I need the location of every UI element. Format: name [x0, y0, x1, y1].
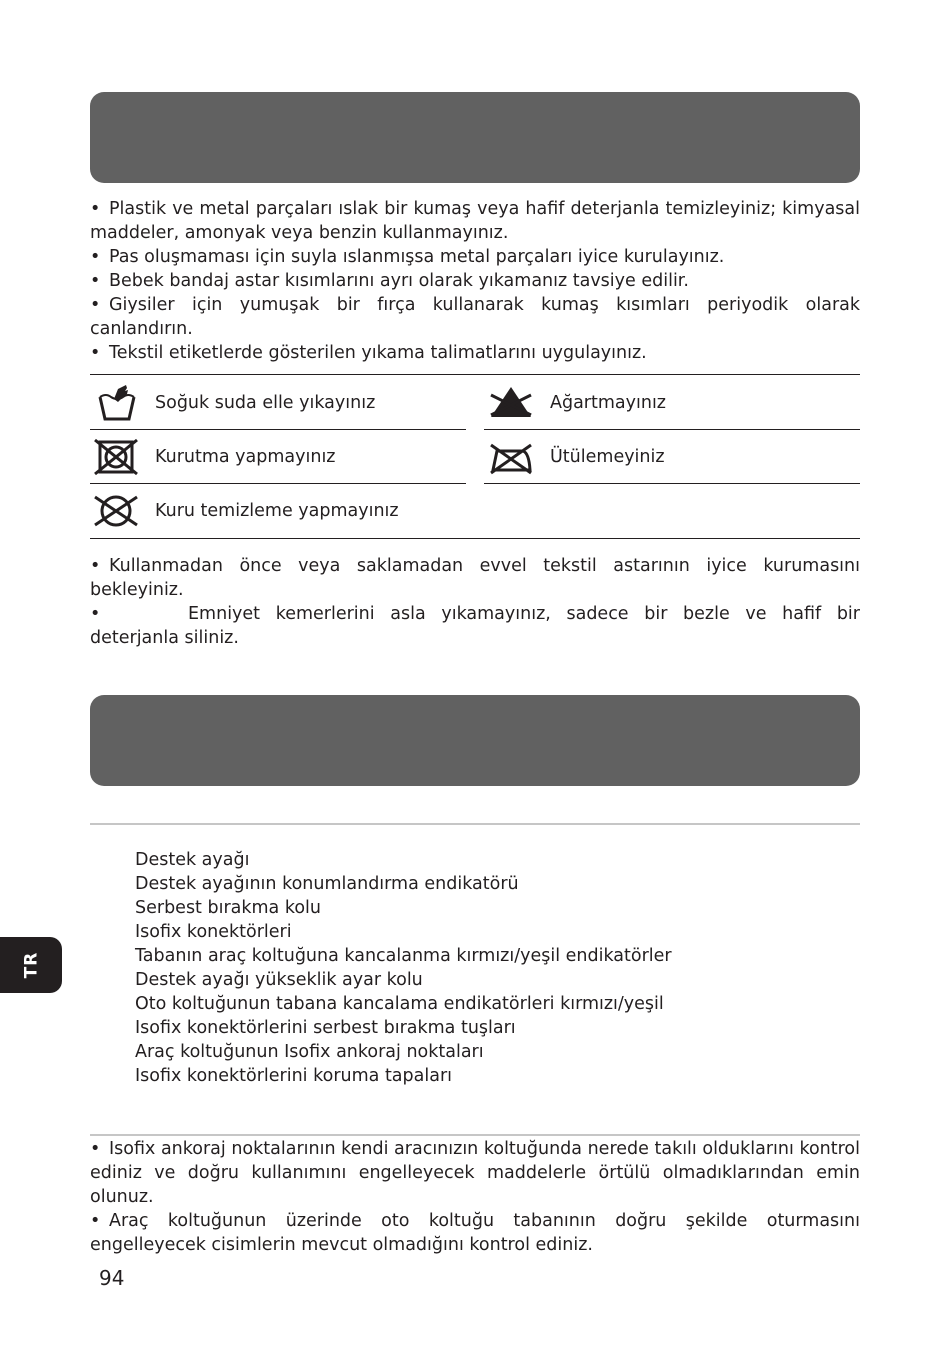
symbol-label: Ağartmayınız — [550, 393, 666, 413]
list-item: Araç koltuğunun Isofix ankoraj noktaları — [135, 1042, 484, 1062]
list-item: • Isofix ankoraj noktalarının kendi aracınızın koltuğunda nerede takılı olduklarını kontrol ediniz ve doğru kullanımını engelleyecek maddelerle örtülü olmadıklarından emin olunuz. — [90, 1139, 860, 1207]
list-item: • Araç koltuğunun üzerinde oto koltuğu tabanının doğru şekilde oturmasını engelleyecek cisimlerin mevcut olmadığını kontrol ediniz. — [90, 1211, 860, 1255]
hand-wash-icon — [92, 383, 140, 423]
language-tab — [0, 937, 62, 993]
drying-notes — [90, 554, 860, 650]
care-symbol-no-tumble-dry — [92, 430, 336, 484]
no-tumble-dry-icon — [92, 437, 140, 477]
list-item: • Tekstil etiketlerde gösterilen yıkama talimatlarını uygulayınız. — [90, 343, 647, 363]
no-bleach-icon — [487, 383, 535, 423]
list-item: • Pas oluşmaması için suyla ıslanmışsa metal parçaları iyice kurulayınız. — [90, 247, 725, 267]
symbol-label: Kurutma yapmayınız — [155, 447, 336, 467]
list-item: Destek ayağı — [135, 850, 250, 870]
list-item: Serbest bırakma kolu — [135, 898, 322, 918]
symbol-label: Soğuk suda elle yıkayınız — [155, 393, 376, 413]
symbol-label: Kuru temizleme yapmayınız — [155, 501, 399, 521]
list-item: Isofix konektörlerini koruma tapaları — [135, 1066, 452, 1086]
section-header-banner-care — [90, 92, 860, 183]
list-item: Isofix konektörlerini serbest bırakma tuşları — [135, 1018, 516, 1038]
no-iron-icon — [487, 437, 535, 477]
list-item: Oto koltuğunun tabana kancalama endikatörleri kırmızı/yeşil — [135, 994, 664, 1014]
care-instructions-list — [90, 197, 860, 365]
parts-list — [135, 848, 672, 1088]
table-divider — [90, 374, 860, 375]
care-symbol-no-bleach — [487, 376, 666, 430]
list-item: • Kullanmadan önce veya saklamadan evvel tekstil astarının iyice kurumasını bekleyiniz. — [90, 556, 860, 600]
list-item: • Bebek bandaj astar kısımlarını ayrı olarak yıkamanız tavsiye edilir. — [90, 271, 689, 291]
list-item: • Giysiler için yumuşak bir fırça kullanarak kumaş kısımları periyodik olarak canlandırın. — [90, 295, 860, 339]
care-symbol-no-iron — [487, 430, 665, 484]
language-tab-label: TR — [21, 951, 41, 979]
list-item: • Plastik ve metal parçaları ıslak bir kumaş veya hafif deterjanla temizleyiniz; kimyasal maddeler, amonyak veya benzin kullanmayınız. — [90, 199, 860, 243]
section-rule — [90, 823, 860, 825]
care-symbol-no-dry-clean — [92, 484, 399, 538]
list-item: • Emniyet kemerlerini asla yıkamayınız, sadece bir bezle ve hafif bir deterjanla siliniz. — [90, 604, 860, 648]
no-dry-clean-icon — [92, 491, 140, 531]
section-rule — [90, 1134, 860, 1136]
care-symbol-hand-wash — [92, 376, 375, 430]
table-divider — [90, 538, 860, 539]
installation-notes — [90, 1137, 860, 1257]
list-item: Isofix konektörleri — [135, 922, 292, 942]
section-header-banner-parts — [90, 695, 860, 786]
page-number: 94 — [99, 1266, 125, 1290]
list-item: Destek ayağı yükseklik ayar kolu — [135, 970, 423, 990]
list-item: Tabanın araç koltuğuna kancalanma kırmızı/yeşil endikatörler — [135, 946, 672, 966]
list-item: Destek ayağının konumlandırma endikatörü — [135, 874, 519, 894]
symbol-label: Ütülemeyiniz — [550, 447, 665, 467]
